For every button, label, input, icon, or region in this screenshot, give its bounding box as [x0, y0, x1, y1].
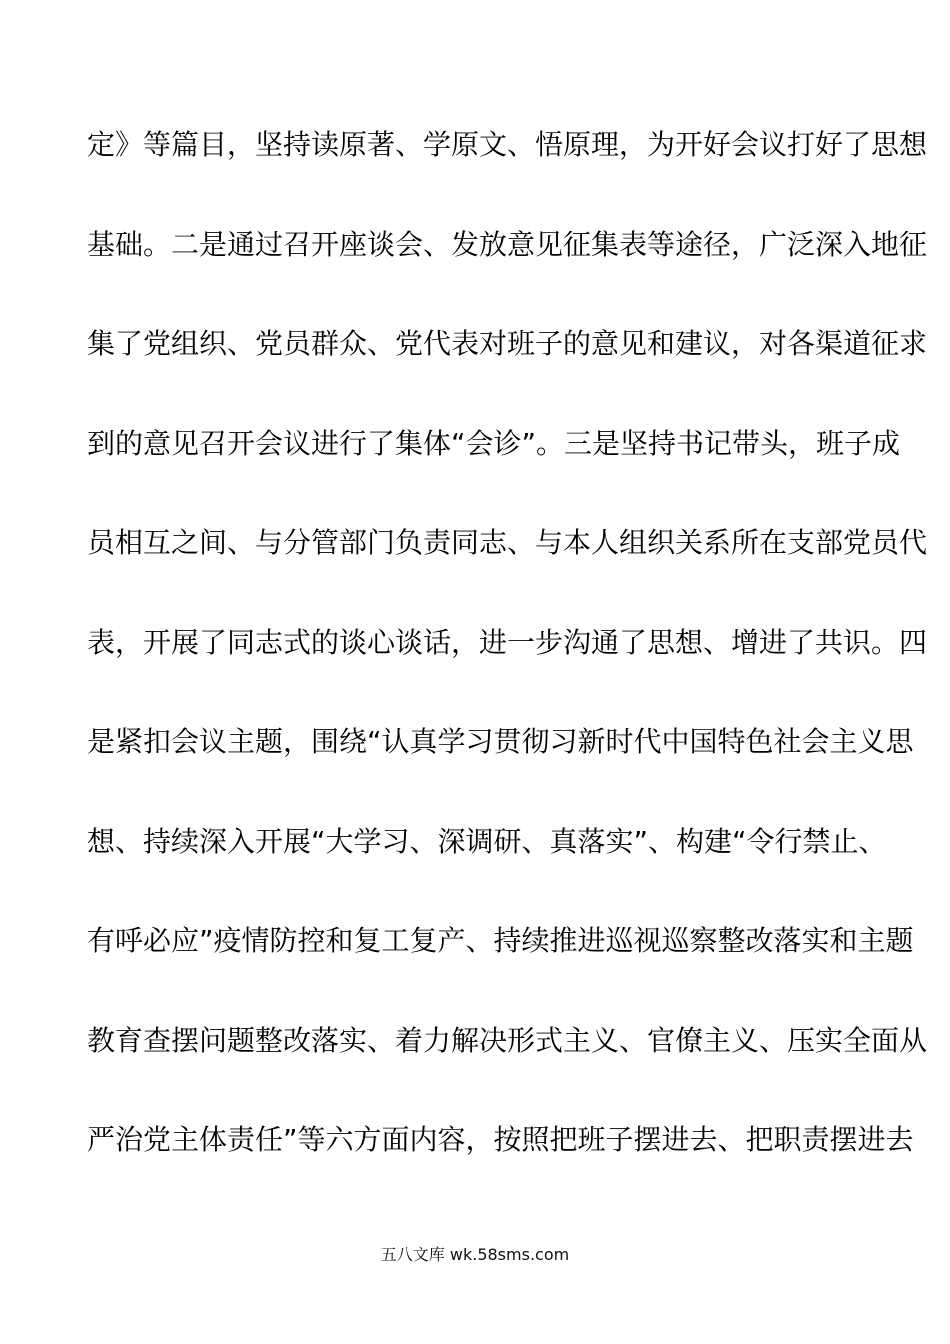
text-line-7: 是紧扣会议主题，围绕“认真学习贯彻习新时代中国特色社会主义思: [87, 725, 914, 758]
text-line-11: 严治党主体责任”等六方面内容，按照把班子摆进去、把职责摆进去: [87, 1123, 914, 1156]
text-line-1: 定》等篇目，坚持读原著、学原文、悟原理，为开好会议打好了思想: [87, 128, 928, 161]
footer-watermark: 五八文库 wk.58sms.com: [380, 1245, 570, 1264]
text-line-9: 有呼必应”疫情防控和复工复产、持续推进巡视巡察整改落实和主题: [87, 924, 914, 957]
text-line-4: 到的意见召开会议进行了集体“会诊”。三是坚持书记带头，班子成: [87, 426, 901, 460]
text-line-10: 教育查摆问题整改落实、着力解决形式主义、官僚主义、压实全面从: [87, 1023, 928, 1057]
text-line-5: 员相互之间、与分管部门负责同志、与本人组织关系所在支部党员代: [87, 526, 928, 559]
text-line-2: 基础。二是通过召开座谈会、发放意见征集表等途径，广泛深入地征: [87, 227, 928, 261]
text-line-8: 想、持续深入开展“大学习、深调研、真落实”、构建“令行禁止、: [87, 824, 887, 858]
text-line-3: 集了党组织、党员群众、党代表对班子的意见和建议，对各渠道征求: [87, 327, 928, 360]
text-line-6: 表，开展了同志式的谈心谈话，进一步沟通了思想、增进了共识。四: [87, 625, 928, 659]
body-paragraph: [87, 120, 928, 1215]
